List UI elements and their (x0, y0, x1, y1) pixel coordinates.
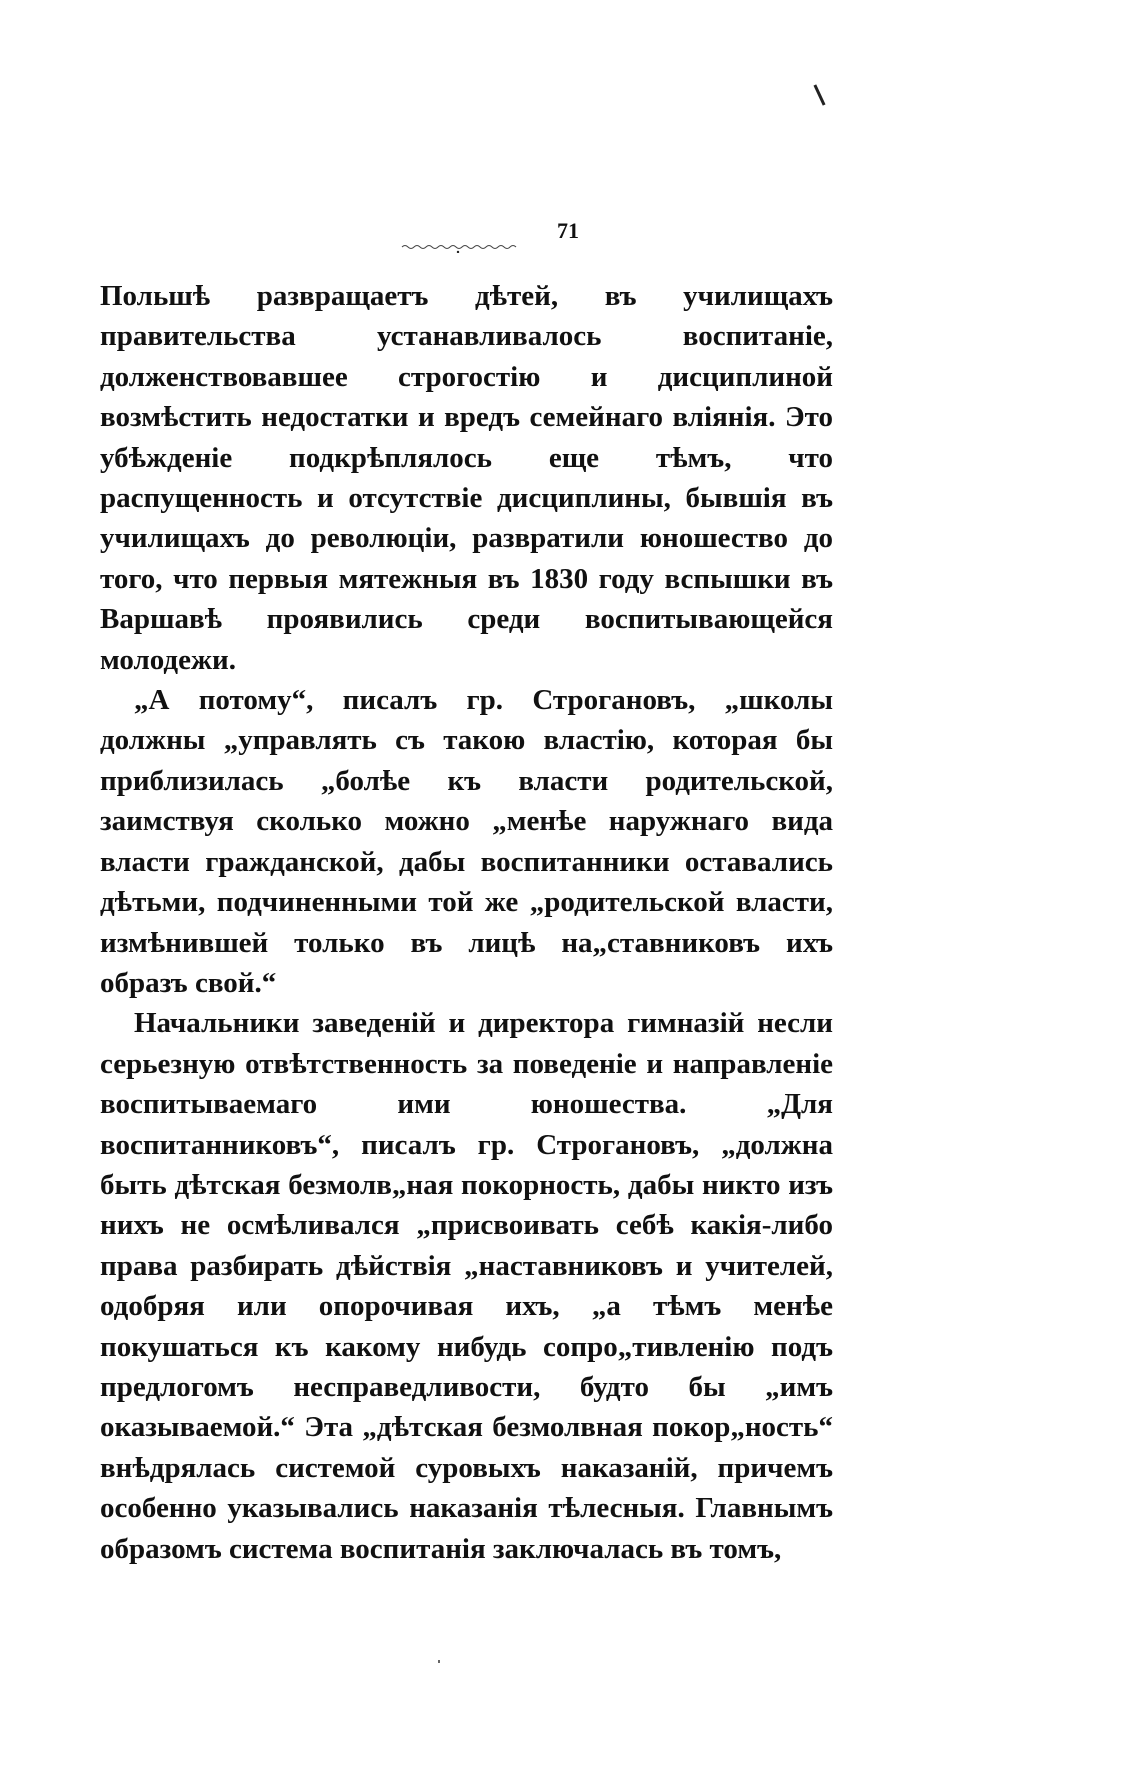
body-text (100, 276, 833, 1569)
paragraph-2: „А потому“, писалъ гр. Строгановъ, „школы должны „управлять съ такою властію, которая бы приблизилась „болѣе къ власти родительской, заимствуя сколько можно „менѣе наружнаго вида власти гражданской, дабы воспитанники оставались дѣтьми, подчиненными той же „родительской власти, измѣнившей только въ лицѣ на„ставниковъ ихъ образъ свой.“ (100, 684, 833, 999)
page-number-ornament (400, 241, 520, 253)
paper-speck (438, 1660, 440, 1663)
paragraph-3: Начальники заведеній и директора гимназій несли серьезную отвѣтственность за поведеніе и направленіе воспитываемаго ими юношества. „Для воспитанниковъ“, писалъ гр. Строгановъ, „должна быть дѣтская безмолв„ная покорность, дабы никто изъ нихъ не осмѣливался „присвоивать себѣ какія-либо права разбирать дѣйствія „наставниковъ и учителей, одобряя или опорочивая ихъ, „а тѣмъ менѣе покушаться къ какому нибудь сопро„тивленію подъ предлогомъ несправедливости, будто бы „имъ оказываемой.“ Эта „дѣтская безмолвная покор„ность“ внѣдрялась системой суровыхъ наказаній, причемъ особенно указывались наказанія тѣлесныя. Главнымъ образомъ система воспитанія заключалась въ томъ, (100, 1007, 833, 1565)
page-number (0, 218, 1140, 244)
paragraph-1: Польшѣ развращаетъ дѣтей, въ училищахъ правительства устанавливалось воспитаніе, долженствовавшее строгостію и дисциплиной возмѣстить недостатки и вредъ семейнаго вліянія. Это убѣжденіе подкрѣплялось еще тѣмъ, что распущенность и отсутствіе дисциплины, бывшія въ училищахъ до революціи, развратили юношество до того, что первыя мятежныя въ 1830 году вспышки въ Варшавѣ проявились среди воспитывающейся молодежи. (100, 280, 833, 676)
margin-mark (813, 84, 825, 105)
page-number-text: 71 (557, 218, 579, 243)
